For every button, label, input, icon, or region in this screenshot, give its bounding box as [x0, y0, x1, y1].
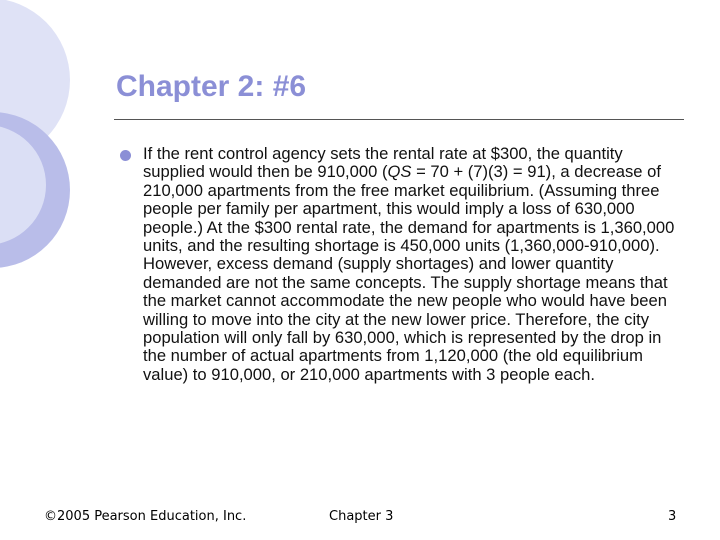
- body-text-part-2: = 70 + (7)(3) = 91), a decrease of 210,000 apartments from the free market equilibrium. (Assuming three people per family per apartment, this would imply a loss of 630,000 people.) At the $300 rental rate, the demand for apartments is 1,360,000 units, and the resulting shortage is 450,000 units (1,360,000-910,000). However, excess demand (supply shortages) and lower quantity demanded are not the same concepts. The supply shortage means that the market cannot accommodate the new people who would have been willing to move into the city at the new lower price. Therefore, the city population will only fall by 630,000, which is represented by the drop in the number of actual apartments from 1,120,000 (the old equilibrium value) to 910,000, or 210,000 apartments with 3 people each.: [143, 162, 675, 384]
- qs-symbol: QS: [387, 162, 412, 182]
- decorative-circles: [0, 0, 130, 330]
- body-text-part-1: If the rent control agency sets the rental rate at $300, the quantity supplied would then be 910,000 (: [143, 144, 623, 182]
- slide-title: Chapter 2: #6: [116, 70, 307, 103]
- footer-copyright: ©2005 Pearson Education, Inc.: [44, 509, 247, 524]
- footer-chapter: Chapter 3: [329, 509, 394, 524]
- slide-body-text: [143, 145, 688, 384]
- bullet-icon: [120, 150, 131, 161]
- footer-page-number: 3: [668, 509, 677, 524]
- title-divider: [114, 119, 684, 120]
